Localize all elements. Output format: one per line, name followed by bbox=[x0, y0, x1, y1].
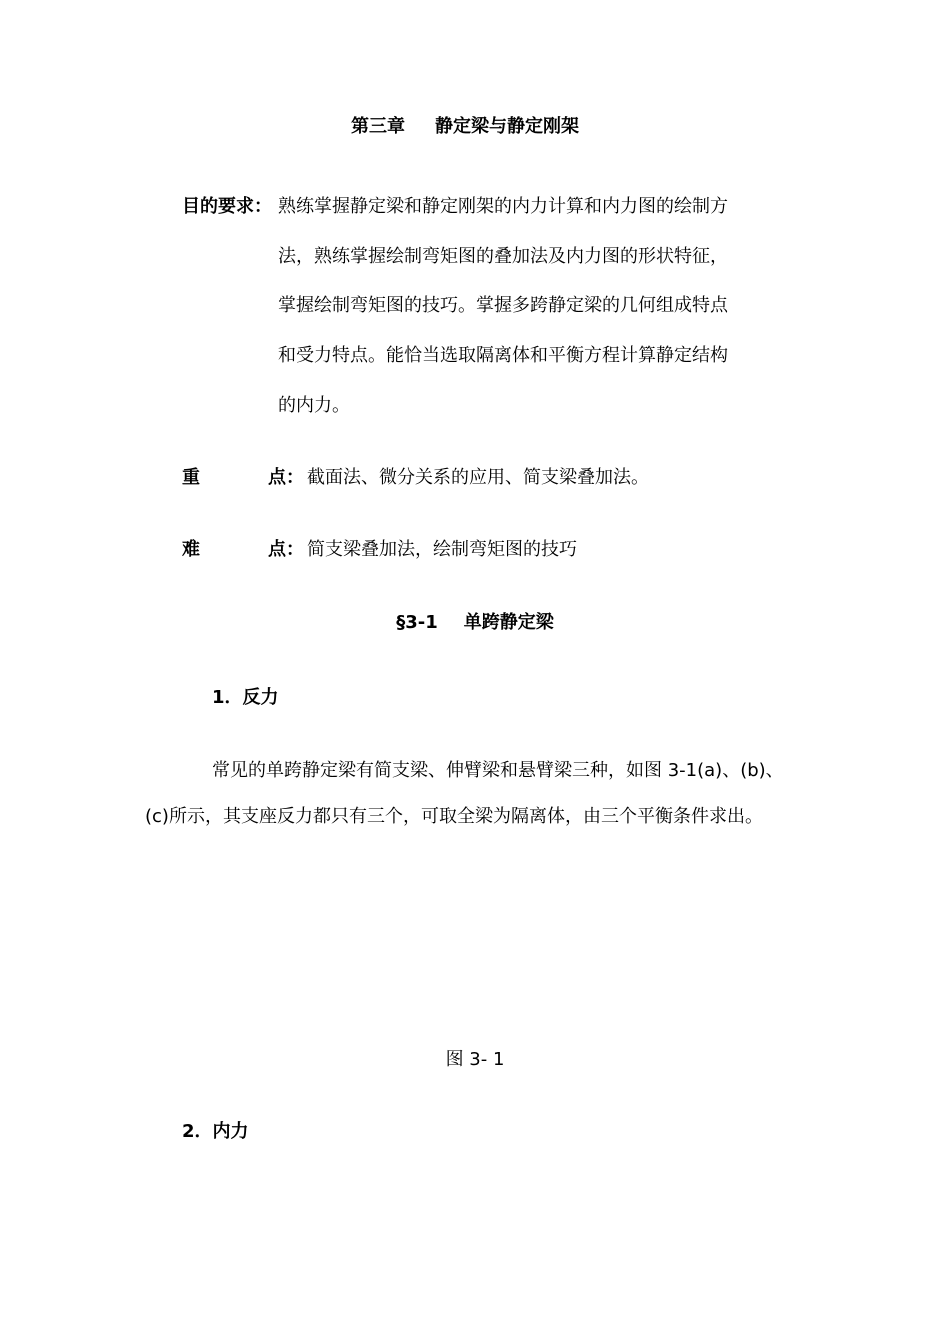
subsection-reaction-title: 1．反力 bbox=[212, 687, 279, 708]
key-points-text: 截面法、微分关系的应用、简支梁叠加法。 bbox=[307, 467, 649, 488]
chapter-name: 静定梁与静定刚架 bbox=[435, 116, 579, 137]
difficulties-label-second: 点： bbox=[268, 539, 304, 560]
subsection-internal-force-title: 2．内力 bbox=[182, 1121, 249, 1142]
difficulties-label-first: 难 bbox=[182, 539, 200, 560]
key-points-label-first: 重 bbox=[182, 467, 200, 488]
paragraph-line: 常见的单跨静定梁有简支梁、伸臂梁和悬臂梁三种，如图 3-1(a)、(b)、 bbox=[212, 760, 784, 781]
section-title bbox=[0, 611, 950, 635]
objectives-line: 法，熟练掌握绘制弯矩图的叠加法及内力图的形状特征， bbox=[278, 246, 728, 267]
chapter-title bbox=[0, 115, 930, 139]
key-points-label-second: 点： bbox=[268, 467, 304, 488]
section-number: §3-1 bbox=[396, 612, 438, 633]
objectives-line: 掌握绘制弯矩图的技巧。掌握多跨静定梁的几何组成特点 bbox=[278, 295, 728, 316]
figure-caption: 图 3- 1 bbox=[445, 1049, 505, 1070]
paragraph-line: (c)所示，其支座反力都只有三个，可取全梁为隔离体，由三个平衡条件求出。 bbox=[145, 806, 763, 827]
objectives-line: 和受力特点。能恰当选取隔离体和平衡方程计算静定结构 bbox=[278, 345, 728, 366]
objectives-line: 熟练掌握静定梁和静定刚架的内力计算和内力图的绘制方 bbox=[278, 196, 728, 217]
difficulties-text: 简支梁叠加法，绘制弯矩图的技巧 bbox=[307, 539, 577, 560]
chapter-number: 第三章 bbox=[351, 116, 405, 137]
section-name: 单跨静定梁 bbox=[463, 612, 554, 633]
objectives-label: 目的要求： bbox=[182, 196, 272, 217]
objectives-line: 的内力。 bbox=[278, 395, 350, 416]
